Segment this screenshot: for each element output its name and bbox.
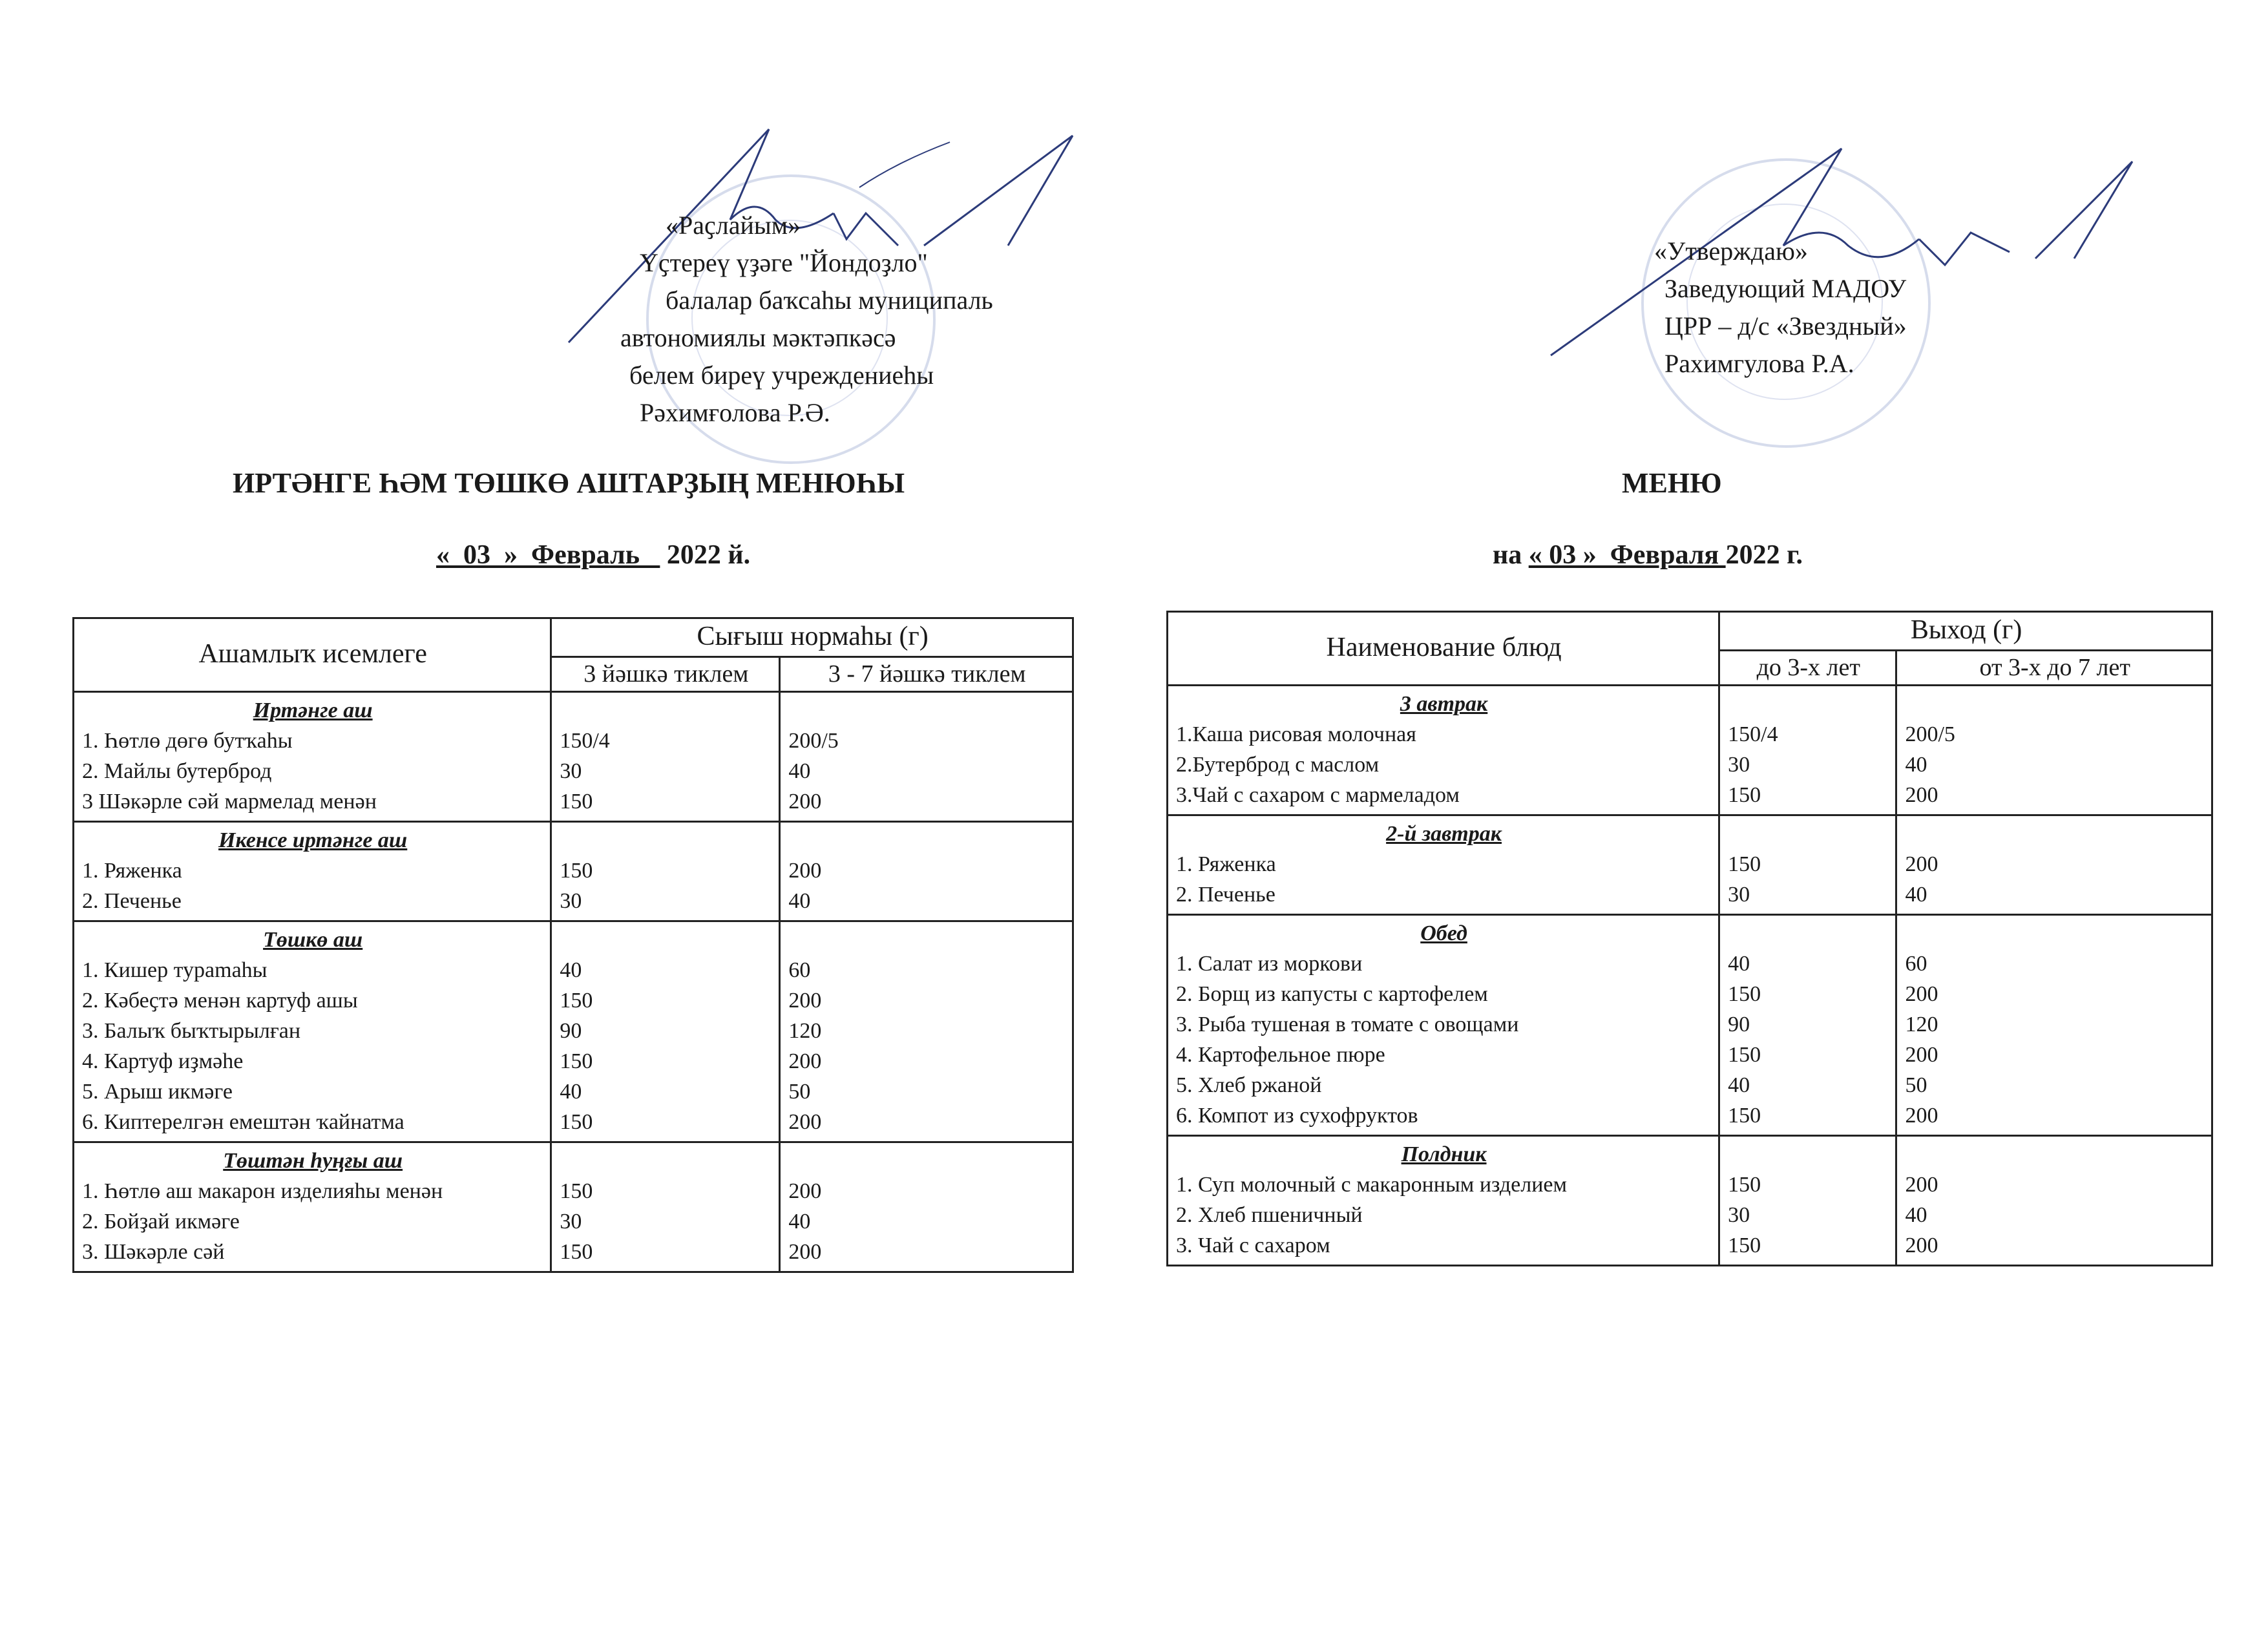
value: 150/4 <box>1728 722 1778 746</box>
section-title: Төштән һуңғы аш <box>223 1149 403 1173</box>
value: 150 <box>560 989 593 1013</box>
dish-item: 2. Печенье <box>1176 883 1276 907</box>
dish-item: 3. Рыба тушеная в томате с овощами <box>1176 1013 1519 1036</box>
value: 150 <box>560 1240 593 1264</box>
value: 90 <box>1728 1013 1750 1036</box>
value: 120 <box>1905 1013 1938 1036</box>
value-cell-a <box>551 1142 780 1272</box>
dish-item: 6. Киптерелгән емештән ҡайнатма <box>82 1110 404 1134</box>
value-cell-b <box>780 1142 1073 1272</box>
dish-item: 1. Кишер тураmаһы <box>82 958 268 982</box>
value: 40 <box>1728 952 1750 976</box>
value: 200 <box>788 1240 822 1264</box>
value: 200 <box>1905 1104 1938 1128</box>
value-cell-a <box>1719 1136 1896 1266</box>
dish-cell <box>1168 686 1719 815</box>
right-page-title: МЕНЮ <box>1622 467 1722 499</box>
value: 30 <box>560 759 582 783</box>
value: 200 <box>788 859 822 883</box>
dish-item: 2. Бойҙай икмәге <box>82 1210 240 1234</box>
col-header-dish: Наименование блюд <box>1168 612 1719 686</box>
dish-item: 2. Кәбеҫтә менән картуф ашы <box>82 989 358 1013</box>
value: 30 <box>1728 1203 1750 1227</box>
table-row <box>74 921 1073 1142</box>
table-row <box>74 1142 1073 1272</box>
dish-cell <box>74 921 551 1142</box>
value: 30 <box>1728 883 1750 907</box>
col-header-dish: Ашамлыҡ исемлеге <box>74 618 551 692</box>
table-row <box>74 692 1073 822</box>
right-approval-line: «Утверждаю» <box>1654 236 1808 266</box>
dish-item: 1. Һөтлө дөгө бутҡаһы <box>82 729 293 753</box>
left-approval-line: Рәхимғолова Р.Ә. <box>640 398 830 427</box>
value: 150 <box>1728 1234 1761 1257</box>
left-approval-line: Үҫтереү үҙәге "Йондоҙло" <box>640 248 928 277</box>
value: 30 <box>1728 753 1750 777</box>
value-cell-b <box>780 692 1073 822</box>
right-date-year: 2022 г. <box>1725 540 1803 570</box>
value-cell-a <box>1719 915 1896 1136</box>
value: 200 <box>1905 982 1938 1006</box>
dish-item: 3. Чай с сахаром <box>1176 1234 1330 1257</box>
value-cell-b <box>1896 815 2212 915</box>
value: 150 <box>1728 852 1761 876</box>
value: 120 <box>788 1019 822 1043</box>
value: 50 <box>788 1080 811 1104</box>
value: 30 <box>560 889 582 913</box>
col-header-norm: Выход (г) <box>1719 612 2212 651</box>
right-approval-line: Рахимгулова Р.А. <box>1664 349 1854 378</box>
right-approval-line: Заведующий МАДОУ <box>1664 274 1907 303</box>
value: 40 <box>560 1080 582 1104</box>
value-cell-a <box>551 822 780 921</box>
dish-item: 5. Арыш икмәге <box>82 1080 233 1104</box>
dish-item: 1. Салат из моркови <box>1176 952 1363 976</box>
section-title: Икенсе иртәнге аш <box>218 828 408 852</box>
left-approval-line: автономиялы мәктәпкәсә <box>620 323 896 352</box>
value-cell-a <box>551 692 780 822</box>
value-cell-b <box>780 921 1073 1142</box>
value: 40 <box>560 958 582 982</box>
dish-cell <box>74 822 551 921</box>
value-cell-a <box>1719 686 1896 815</box>
col-header-age-a: 3 йәшкә тиклем <box>551 657 780 692</box>
value-cell-b <box>1896 915 2212 1136</box>
section-title: Обед <box>1420 921 1467 945</box>
dish-item: 1. Ряженка <box>1176 852 1276 876</box>
left-page-title: ИРТӘНГЕ ҺӘМ ТӨШКӨ АШТАРҘЫҢ МЕНЮҺЫ <box>233 467 905 499</box>
dish-item: 1.Каша рисовая молочная <box>1176 722 1416 746</box>
value: 200 <box>788 989 822 1013</box>
left-date-year: 2022 й. <box>660 540 751 570</box>
value: 150 <box>560 1049 593 1073</box>
left-approval-line: «Раҫлайым» <box>666 211 801 240</box>
value: 40 <box>788 1210 811 1234</box>
dish-item: 2. Майлы бутерброд <box>82 759 272 783</box>
value: 200 <box>788 790 822 814</box>
value: 40 <box>1905 753 1927 777</box>
value: 150 <box>1728 1104 1761 1128</box>
value: 200 <box>1905 1173 1938 1197</box>
dish-item: 4. Картофельное пюре <box>1176 1043 1385 1067</box>
left-date <box>436 540 750 571</box>
section-title: 3 автрак <box>1400 692 1488 716</box>
value: 150 <box>1728 783 1761 807</box>
dish-item: 1. Һөтлө аш макарон изделияһы менән <box>82 1179 443 1203</box>
dish-cell <box>1168 1136 1719 1266</box>
value: 150 <box>560 859 593 883</box>
value: 200 <box>788 1110 822 1134</box>
value: 60 <box>788 958 811 982</box>
right-date-prefix: на <box>1493 540 1529 570</box>
value: 200 <box>1905 1043 1938 1067</box>
value-cell-a <box>551 921 780 1142</box>
dish-item: 2.Бутерброд с маслом <box>1176 753 1380 777</box>
dish-item: 3. Балыҡ быҡтырылған <box>82 1019 301 1043</box>
dish-cell <box>74 692 551 822</box>
col-header-norm: Сығыш нормаһы (г) <box>551 618 1073 657</box>
value: 200 <box>1905 783 1938 807</box>
dish-item: 4. Картуф иҙмәһе <box>82 1049 244 1073</box>
dish-cell <box>74 1142 551 1272</box>
right-approval-line: ЦРР – д/с «Звездный» <box>1664 311 1907 341</box>
dish-item: 2. Печенье <box>82 889 182 913</box>
value: 30 <box>560 1210 582 1234</box>
left-approval-line: балалар баҡсаһы муниципаль <box>666 286 993 315</box>
value: 200/5 <box>788 729 839 753</box>
left-menu-table <box>72 617 1074 1273</box>
value: 200 <box>788 1049 822 1073</box>
col-header-age-b: от 3-х до 7 лет <box>1896 651 2212 686</box>
dish-cell <box>1168 915 1719 1136</box>
value: 150/4 <box>560 729 610 753</box>
value: 40 <box>788 889 811 913</box>
dish-item: 3. Шәкәрле сәй <box>82 1240 225 1264</box>
dish-item: 3.Чай с сахаром с мармеладом <box>1176 783 1460 807</box>
table-row <box>1168 815 2212 915</box>
section-title: Иртәнге аш <box>253 698 373 722</box>
left-approval-line: белем биреү учреждениеһы <box>629 361 934 390</box>
value-cell-b <box>780 822 1073 921</box>
left-date-day-month: « 03 » Февраль <box>436 540 660 570</box>
dish-item: 2. Борщ из капусты с картофелем <box>1176 982 1488 1006</box>
section-title: 2-й завтрак <box>1386 822 1502 846</box>
value: 60 <box>1905 952 1927 976</box>
value: 200 <box>1905 852 1938 876</box>
value-cell-a <box>1719 815 1896 915</box>
dish-item: 1. Суп молочный с макаронным изделием <box>1176 1173 1567 1197</box>
table-row <box>1168 1136 2212 1266</box>
dish-item: 6. Компот из сухофруктов <box>1176 1104 1418 1128</box>
dish-item: 2. Хлеб пшеничный <box>1176 1203 1363 1227</box>
section-title: Полдник <box>1401 1142 1487 1166</box>
dish-item: 5. Хлеб ржаной <box>1176 1073 1322 1097</box>
value-cell-b <box>1896 1136 2212 1266</box>
value: 90 <box>560 1019 582 1043</box>
value: 150 <box>1728 1173 1761 1197</box>
value: 150 <box>1728 1043 1761 1067</box>
right-date-day-month: « 03 » Февраля <box>1528 540 1726 570</box>
value: 50 <box>1905 1073 1927 1097</box>
value-cell-b <box>1896 686 2212 815</box>
value: 200 <box>1905 1234 1938 1257</box>
right-approval-block <box>1654 233 1907 383</box>
value: 150 <box>560 1110 593 1134</box>
value: 40 <box>1728 1073 1750 1097</box>
col-header-age-b: 3 - 7 йәшкә тиклем <box>780 657 1073 692</box>
value: 40 <box>1905 1203 1927 1227</box>
right-menu-table <box>1166 611 2213 1266</box>
value: 40 <box>1905 883 1927 907</box>
value: 150 <box>560 790 593 814</box>
value: 40 <box>788 759 811 783</box>
right-date <box>1493 540 1803 571</box>
value: 200/5 <box>1905 722 1955 746</box>
value: 150 <box>1728 982 1761 1006</box>
value: 150 <box>560 1179 593 1203</box>
section-title: Төшкө аш <box>263 928 363 952</box>
left-approval-block <box>620 207 993 432</box>
table-row <box>74 822 1073 921</box>
dish-item: 3 Шәкәрле сәй мармелад менән <box>82 790 377 814</box>
dish-item: 1. Ряженка <box>82 859 182 883</box>
value: 200 <box>788 1179 822 1203</box>
dish-cell <box>1168 815 1719 915</box>
table-row <box>1168 915 2212 1136</box>
table-row <box>1168 686 2212 815</box>
col-header-age-a: до 3-х лет <box>1719 651 1896 686</box>
